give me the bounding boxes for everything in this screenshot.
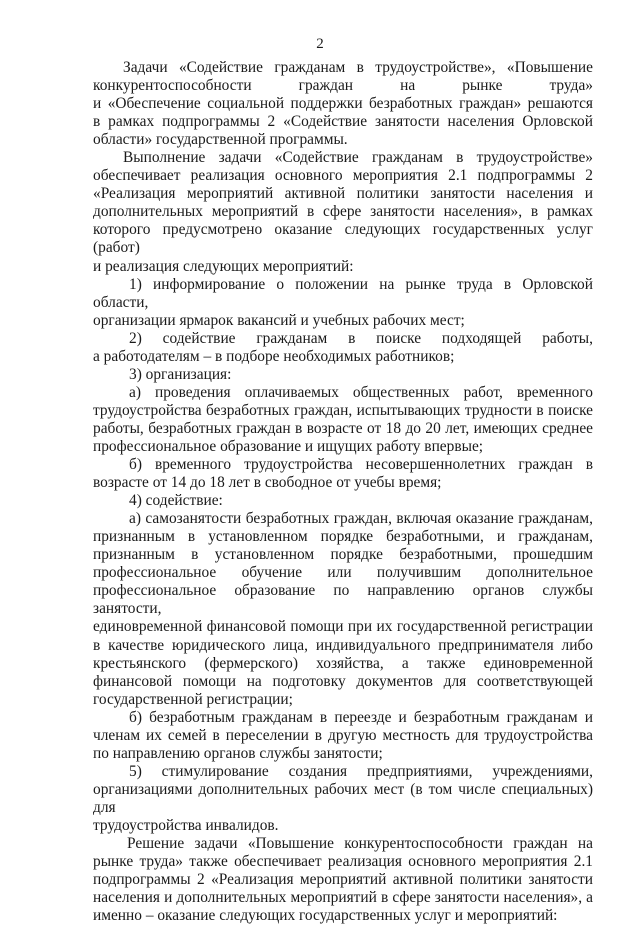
text-line: рынке труда» также обеспечивает реализация основного мероприятия 2.1 — [93, 853, 593, 871]
text-line: профессиональное обучение или получившим дополнительное — [93, 564, 593, 582]
text-line: Решение задачи «Повышение конкурентоспособности граждан на — [127, 835, 593, 853]
text-line: государственной регистрации; — [93, 690, 293, 708]
text-line: в качестве юридического лица, индивидуального предпринимателя либо — [93, 636, 593, 654]
text-line: крестьянского (фермерского) хозяйства, а также единовременной — [93, 654, 593, 672]
text-line: единовременной финансовой помощи при их государственной регистрации — [93, 618, 593, 636]
text-line: которого предусмотрено оказание следующих государственных услуг (работ) — [93, 221, 593, 257]
document-body — [93, 59, 593, 925]
text-line: именно – оказание следующих государственных услуг и мероприятий: — [93, 907, 558, 925]
text-line: организациями дополнительных рабочих мест (в том числе специальных) для — [93, 780, 593, 816]
text-line: а работодателям – в подборе необходимых работников; — [93, 347, 455, 365]
text-line: 1) информирование о положении на рынке труда в Орловской области, — [93, 275, 593, 311]
text-line: 4) содействие: — [129, 492, 223, 510]
text-line: организации ярмарок вакансий и учебных рабочих мест; — [93, 311, 465, 329]
text-line: признанным в установленном порядке безработными, прошедшим — [93, 546, 593, 564]
text-line: Задачи «Содействие гражданам в трудоустройстве», «Повышение — [123, 59, 593, 76]
text-line: обеспечивает реализация основного мероприятия 2.1 подпрограммы 2 — [93, 167, 593, 185]
text-line: населения и дополнительных мероприятий в сфере занятости населения», а — [93, 889, 593, 907]
text-line: финансовой помощи на подготовку документов для соответствующей — [93, 672, 593, 690]
text-line: по направлению органов службы занятости; — [93, 744, 383, 762]
text-line: конкурентоспособности граждан на рынке труда» — [93, 77, 593, 95]
page-number: 2 — [316, 36, 324, 52]
text-line: а) самозанятости безработных граждан, включая оказание гражданам, — [129, 510, 593, 528]
text-line: «Реализация мероприятий активной политики занятости населения и — [93, 185, 593, 203]
text-line: членам их семей в переселении в другую местность для трудоустройства — [93, 726, 593, 744]
text-line: признанным в установленном порядке безработными, и гражданам, — [93, 528, 593, 546]
text-line: возрасте от 14 до 18 лет в свободное от учебы время; — [93, 474, 442, 492]
text-line: подпрограммы 2 «Реализация мероприятий активной политики занятости — [93, 871, 593, 889]
text-line: области» государственной программы. — [93, 131, 348, 149]
text-line: 2) содействие гражданам в поиске подходящей работы, — [129, 329, 593, 347]
text-line: и «Обеспечение социальной поддержки безработных граждан» решаются — [93, 95, 593, 113]
text-line: Выполнение задачи «Содействие гражданам в трудоустройстве» — [123, 149, 593, 167]
text-line: и реализация следующих мероприятий: — [93, 257, 354, 275]
text-line: дополнительных мероприятий в сфере занятости населения», в рамках — [93, 203, 593, 221]
text-line: трудоустройства инвалидов. — [93, 816, 279, 834]
text-line: в рамках подпрограммы 2 «Содействие занятости населения Орловской — [93, 113, 593, 131]
text-line: работы, безработных граждан в возрасте от 18 до 20 лет, имеющих среднее — [93, 419, 593, 437]
text-line: 5) стимулирование создания предприятиями, учреждениями, — [129, 762, 593, 780]
text-line: б) временного трудоустройства несовершеннолетних граждан в — [129, 456, 593, 474]
text-line: профессиональное образование и ищущих работу впервые; — [93, 437, 484, 455]
text-line: профессиональное образование по направлению органов службы занятости, — [93, 582, 593, 618]
text-line: б) безработным гражданам в переезде и безработным гражданам и — [129, 708, 593, 726]
text-line: 3) организация: — [129, 365, 232, 383]
text-line: трудоустройства безработных граждан, испытывающих трудности в поиске — [93, 401, 593, 419]
text-line: а) проведения оплачиваемых общественных работ, временного — [129, 383, 593, 401]
